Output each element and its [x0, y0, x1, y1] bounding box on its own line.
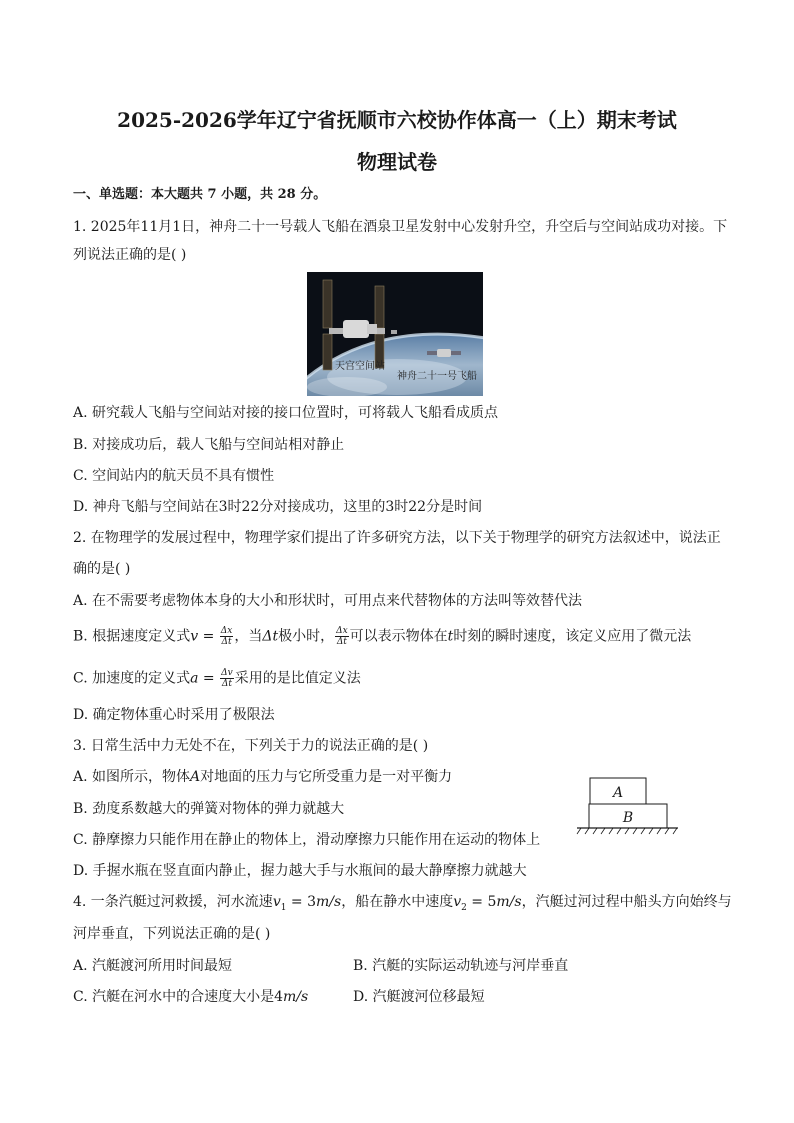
q3-option-d: D. 手握水瓶在竖直面内静止，握力越大手与水瓶间的最大静摩擦力就越大: [73, 863, 527, 879]
station-label: 天宫空间站: [335, 361, 385, 372]
v2-value: = 5: [466, 894, 497, 910]
q4-stem-pre: 4. 一条汽艇过河救援，河水流速: [73, 894, 273, 910]
time-symbol: t: [447, 628, 454, 645]
q4-option-c: [73, 987, 308, 1007]
q4-option-d: D. 汽艇渡河位移最短: [353, 989, 485, 1005]
equals-sign: =: [198, 670, 220, 687]
space-station-image: [307, 272, 483, 396]
q2-b-text-mid2: 极小时，: [278, 628, 335, 645]
ship-label: 神舟二十一号飞船: [397, 371, 477, 382]
q4-stem-line1: [73, 892, 732, 918]
v1-subscript: 1: [280, 902, 287, 913]
v1-symbol: v: [272, 894, 281, 910]
delta-t-symbol: Δt: [262, 628, 279, 645]
q1-stem-line2: 列说法正确的是( ): [73, 247, 187, 263]
fraction-numerator: Δx: [220, 626, 233, 636]
fraction-dx-dt-2: [335, 626, 349, 647]
fraction-denominator: Δt: [221, 679, 232, 689]
v2-symbol: v: [453, 894, 462, 910]
q3-a-text-post: 对地面的压力与它所受重力是一对平衡力: [200, 769, 453, 785]
q2-stem-line2: 确的是( ): [73, 561, 131, 577]
q1-stem-line1: 1. 2025年11月1日，神舟二十一号载人飞船在酒泉卫星发射中心发射升空，升空后与空间站成功对接。下: [73, 219, 728, 235]
q3-option-c: C. 静摩擦力只能作用在静止的物体上，滑动摩擦力只能作用在运动的物体上: [73, 832, 541, 848]
q2-c-text-post: 采用的是比值定义法: [234, 670, 361, 687]
block-a-label: A: [612, 785, 624, 801]
q1-option-b: B. 对接成功后，载人飞船与空间站相对静止: [73, 437, 345, 453]
q4-option-a: A. 汽艇渡河所用时间最短: [73, 958, 233, 974]
q2-option-a: A. 在不需要考虑物体本身的大小和形状时，可用点来代替物体的方法叫等效替代法: [73, 593, 583, 609]
exam-title: 2025-2026学年辽宁省抚顺市六校协作体高一（上）期末考试: [117, 108, 677, 132]
blocks-diagram: [575, 776, 680, 836]
q3-stem: 3. 日常生活中力无处不在，下列关于力的说法正确的是( ): [73, 738, 429, 754]
q1-option-a: A. 研究载人飞船与空间站对接的接口位置时，可将载人飞船看成质点: [73, 405, 499, 421]
q2-b-text-pre: B. 根据速度定义式: [73, 628, 191, 645]
stacked-blocks-figure: [575, 776, 680, 836]
equals-sign: =: [198, 628, 219, 645]
section-heading: 一、单选题：本大题共 7 小题，共 28 分。: [73, 187, 327, 202]
q1-option-d: D. 神舟飞船与空间站在3时22分对接成功，这里的3时22分是时间: [73, 499, 483, 515]
q2-stem-line1: 2. 在物理学的发展过程中，物理学家们提出了许多研究方法，以下关于物理学的研究方法叙述中，说法正: [73, 530, 721, 546]
q4-c-text: C. 汽艇在河水中的合速度大小是4: [73, 989, 284, 1005]
q3-option-a: [73, 767, 452, 787]
acceleration-symbol: a: [190, 670, 199, 687]
q2-b-text-mid1: ，当: [234, 628, 263, 645]
q4-stem-line2: 河岸垂直，下列说法正确的是( ): [73, 926, 271, 942]
q2-option-c: [73, 668, 361, 689]
space-station-photo: [307, 272, 483, 396]
fraction-numerator: Δv: [221, 668, 233, 678]
v1-value: = 3: [286, 894, 317, 910]
fraction-dv-dt: [220, 668, 234, 689]
q2-c-text-pre: C. 加速度的定义式: [73, 670, 191, 687]
object-a-symbol: A: [190, 769, 201, 785]
v2-subscript: 2: [461, 902, 467, 913]
q2-b-text-mid3: 可以表示物体在: [349, 628, 448, 645]
q4-stem-mid: ，船在静水中速度: [341, 894, 454, 910]
q2-option-d: D. 确定物体重心时采用了极限法: [73, 707, 275, 723]
q2-option-b: [73, 626, 691, 647]
q4-option-b: B. 汽艇的实际运动轨迹与河岸垂直: [353, 958, 569, 974]
fraction-denominator: Δt: [336, 637, 347, 647]
q1-option-c: C. 空间站内的航天员不具有惯性: [73, 468, 275, 484]
unit-ms: m/s: [316, 894, 342, 910]
fraction-denominator: Δt: [221, 637, 232, 647]
q2-b-text-post: 时刻的瞬时速度，该定义应用了微元法: [453, 628, 692, 645]
exam-subtitle: 物理试卷: [357, 150, 437, 174]
unit-ms: m/s: [496, 894, 522, 910]
fraction-numerator: Δx: [336, 626, 348, 636]
q3-option-b: B. 劲度系数越大的弹簧对物体的弹力就越大: [73, 801, 345, 817]
q3-a-text-pre: A. 如图所示，物体: [73, 769, 191, 785]
q4-stem-post: ，汽艇过河过程中船头方向始终与: [521, 894, 732, 910]
unit-ms: m/s: [283, 989, 309, 1005]
fraction-dx-dt: [220, 626, 234, 647]
velocity-symbol: v: [190, 628, 199, 645]
block-b-label: B: [622, 810, 634, 826]
